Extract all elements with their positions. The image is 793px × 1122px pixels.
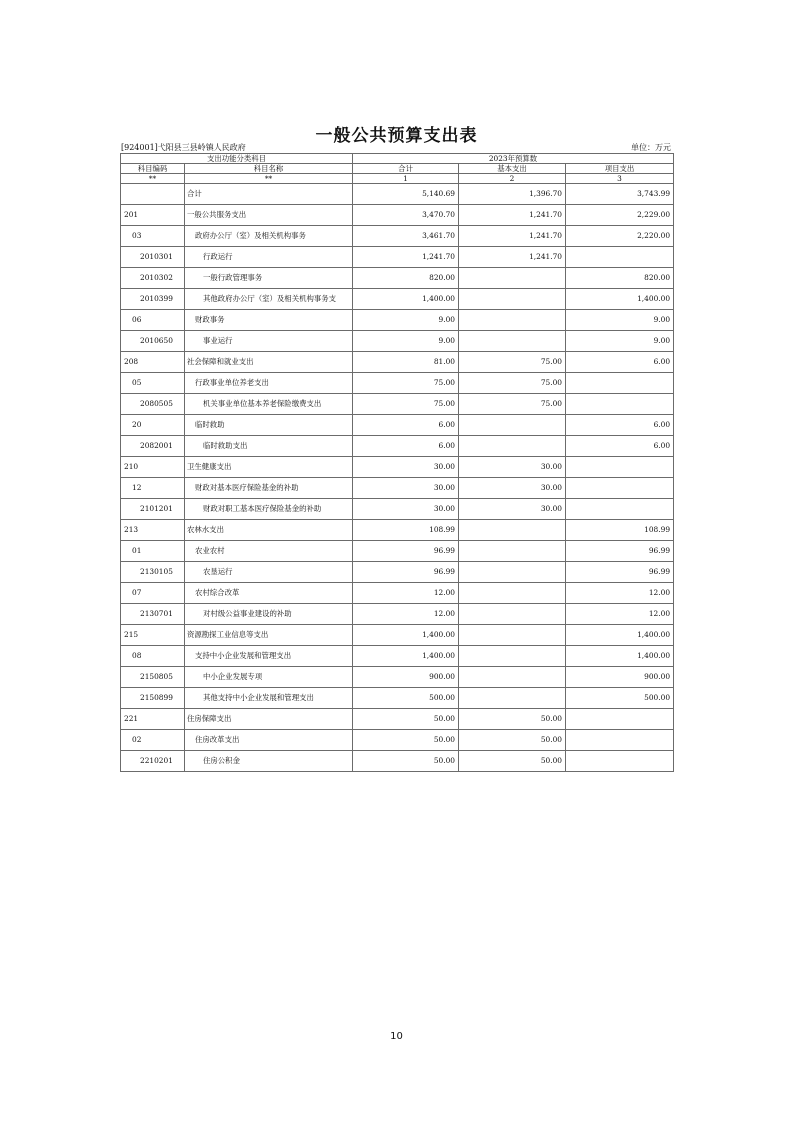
budget-table bbox=[120, 153, 674, 772]
row-basic bbox=[459, 520, 566, 541]
row-total: 6.00 bbox=[353, 415, 459, 436]
row-name: 农林水支出 bbox=[185, 520, 353, 541]
table-row bbox=[121, 205, 674, 226]
row-project: 6.00 bbox=[566, 436, 674, 457]
row-project bbox=[566, 730, 674, 751]
row-basic: 75.00 bbox=[459, 352, 566, 373]
row-name: 住房改革支出 bbox=[185, 730, 353, 751]
row-basic bbox=[459, 583, 566, 604]
table-row bbox=[121, 625, 674, 646]
row-total: 12.00 bbox=[353, 604, 459, 625]
row-name: 财政对职工基本医疗保险基金的补助 bbox=[185, 499, 353, 520]
marker-name: ** bbox=[185, 174, 353, 184]
row-basic: 50.00 bbox=[459, 709, 566, 730]
table-row bbox=[121, 436, 674, 457]
row-project bbox=[566, 373, 674, 394]
table-row-total bbox=[121, 184, 674, 205]
row-project: 500.00 bbox=[566, 688, 674, 709]
row-project: 96.99 bbox=[566, 562, 674, 583]
row-code: 2010650 bbox=[121, 331, 185, 352]
row-name: 对村级公益事业建设的补助 bbox=[185, 604, 353, 625]
row-code: 07 bbox=[121, 583, 185, 604]
row-code: 210 bbox=[121, 457, 185, 478]
row-name: 一般行政管理事务 bbox=[185, 268, 353, 289]
row-total: 30.00 bbox=[353, 478, 459, 499]
table-row bbox=[121, 604, 674, 625]
row-project: 96.99 bbox=[566, 541, 674, 562]
row-total: 1,400.00 bbox=[353, 289, 459, 310]
row-project bbox=[566, 751, 674, 772]
table-row bbox=[121, 730, 674, 751]
row-project bbox=[566, 709, 674, 730]
table-row bbox=[121, 499, 674, 520]
marker-project: 3 bbox=[566, 174, 674, 184]
row-code: 2010399 bbox=[121, 289, 185, 310]
row-name: 农垦运行 bbox=[185, 562, 353, 583]
row-project: 2,220.00 bbox=[566, 226, 674, 247]
organization-label: [924001]弋阳县三县岭镇人民政府 bbox=[121, 143, 246, 152]
table-row bbox=[121, 751, 674, 772]
row-total: 96.99 bbox=[353, 541, 459, 562]
table-row bbox=[121, 562, 674, 583]
header-group-row bbox=[121, 154, 674, 164]
header-group-budget-year: 2023年预算数 bbox=[353, 154, 674, 164]
row-name: 临时救助支出 bbox=[185, 436, 353, 457]
row-code: 2210201 bbox=[121, 751, 185, 772]
row-code: 2150805 bbox=[121, 667, 185, 688]
row-project: 1,400.00 bbox=[566, 625, 674, 646]
row-basic bbox=[459, 268, 566, 289]
row-code: 12 bbox=[121, 478, 185, 499]
row-total: 50.00 bbox=[353, 730, 459, 751]
row-total: 6.00 bbox=[353, 436, 459, 457]
table-row bbox=[121, 583, 674, 604]
table-row bbox=[121, 352, 674, 373]
row-name: 其他政府办公厅（室）及相关机构事务支 bbox=[185, 289, 353, 310]
row-total: 5,140.69 bbox=[353, 184, 459, 205]
row-total: 81.00 bbox=[353, 352, 459, 373]
row-project bbox=[566, 247, 674, 268]
header-name: 科目名称 bbox=[185, 164, 353, 174]
row-name: 农业农村 bbox=[185, 541, 353, 562]
row-code: 208 bbox=[121, 352, 185, 373]
row-code: 2010301 bbox=[121, 247, 185, 268]
row-code: 2082001 bbox=[121, 436, 185, 457]
row-project: 6.00 bbox=[566, 352, 674, 373]
row-total: 820.00 bbox=[353, 268, 459, 289]
row-code: 2010302 bbox=[121, 268, 185, 289]
row-code: 02 bbox=[121, 730, 185, 751]
header-project: 项目支出 bbox=[566, 164, 674, 174]
row-project: 12.00 bbox=[566, 583, 674, 604]
row-name: 一般公共服务支出 bbox=[185, 205, 353, 226]
table-row bbox=[121, 247, 674, 268]
row-total: 108.99 bbox=[353, 520, 459, 541]
row-code: 215 bbox=[121, 625, 185, 646]
row-name: 财政事务 bbox=[185, 310, 353, 331]
row-total: 96.99 bbox=[353, 562, 459, 583]
row-project: 108.99 bbox=[566, 520, 674, 541]
marker-total: 1 bbox=[353, 174, 459, 184]
row-code: 06 bbox=[121, 310, 185, 331]
row-code: 2150899 bbox=[121, 688, 185, 709]
row-total: 30.00 bbox=[353, 499, 459, 520]
row-code: 08 bbox=[121, 646, 185, 667]
row-name: 机关事业单位基本养老保险缴费支出 bbox=[185, 394, 353, 415]
marker-basic: 2 bbox=[459, 174, 566, 184]
table-row bbox=[121, 520, 674, 541]
row-total: 3,470.70 bbox=[353, 205, 459, 226]
row-basic bbox=[459, 331, 566, 352]
row-basic: 30.00 bbox=[459, 499, 566, 520]
row-name: 支持中小企业发展和管理支出 bbox=[185, 646, 353, 667]
row-code: 201 bbox=[121, 205, 185, 226]
row-name: 农村综合改革 bbox=[185, 583, 353, 604]
row-name: 中小企业发展专项 bbox=[185, 667, 353, 688]
row-basic bbox=[459, 415, 566, 436]
row-total: 30.00 bbox=[353, 457, 459, 478]
row-project: 900.00 bbox=[566, 667, 674, 688]
row-basic bbox=[459, 625, 566, 646]
row-basic: 50.00 bbox=[459, 751, 566, 772]
row-basic bbox=[459, 688, 566, 709]
row-project: 3,743.99 bbox=[566, 184, 674, 205]
table-row bbox=[121, 457, 674, 478]
row-basic bbox=[459, 604, 566, 625]
row-total: 50.00 bbox=[353, 751, 459, 772]
marker-code: ** bbox=[121, 174, 185, 184]
header-column-row bbox=[121, 164, 674, 174]
table-row bbox=[121, 646, 674, 667]
row-project bbox=[566, 478, 674, 499]
table-row bbox=[121, 226, 674, 247]
row-code: 2130701 bbox=[121, 604, 185, 625]
row-name: 住房保障支出 bbox=[185, 709, 353, 730]
row-project: 9.00 bbox=[566, 331, 674, 352]
row-basic: 75.00 bbox=[459, 394, 566, 415]
row-total: 9.00 bbox=[353, 310, 459, 331]
row-project: 9.00 bbox=[566, 310, 674, 331]
table-row bbox=[121, 415, 674, 436]
row-project bbox=[566, 394, 674, 415]
table-row bbox=[121, 310, 674, 331]
table-body bbox=[121, 184, 674, 772]
row-code: 2080505 bbox=[121, 394, 185, 415]
row-name: 住房公积金 bbox=[185, 751, 353, 772]
row-basic bbox=[459, 436, 566, 457]
row-total: 900.00 bbox=[353, 667, 459, 688]
row-name: 卫生健康支出 bbox=[185, 457, 353, 478]
row-total: 12.00 bbox=[353, 583, 459, 604]
header-marker-row bbox=[121, 174, 674, 184]
unit-label: 单位：万元 bbox=[631, 143, 671, 152]
table-row bbox=[121, 667, 674, 688]
table-row bbox=[121, 394, 674, 415]
row-name: 其他支持中小企业发展和管理支出 bbox=[185, 688, 353, 709]
row-name: 政府办公厅（室）及相关机构事务 bbox=[185, 226, 353, 247]
header-total: 合计 bbox=[353, 164, 459, 174]
row-basic bbox=[459, 562, 566, 583]
table-row bbox=[121, 478, 674, 499]
row-basic bbox=[459, 667, 566, 688]
row-total: 75.00 bbox=[353, 394, 459, 415]
row-total: 500.00 bbox=[353, 688, 459, 709]
row-total: 1,400.00 bbox=[353, 646, 459, 667]
page-number: 10 bbox=[390, 1031, 403, 1042]
row-total: 50.00 bbox=[353, 709, 459, 730]
table-row bbox=[121, 688, 674, 709]
table-row bbox=[121, 541, 674, 562]
row-basic: 30.00 bbox=[459, 457, 566, 478]
row-code: 05 bbox=[121, 373, 185, 394]
row-basic bbox=[459, 289, 566, 310]
header-code: 科目编码 bbox=[121, 164, 185, 174]
row-code: 221 bbox=[121, 709, 185, 730]
row-basic: 1,241.70 bbox=[459, 205, 566, 226]
row-total: 3,461.70 bbox=[353, 226, 459, 247]
row-code: 2101201 bbox=[121, 499, 185, 520]
row-project: 6.00 bbox=[566, 415, 674, 436]
row-name: 社会保障和就业支出 bbox=[185, 352, 353, 373]
row-project: 1,400.00 bbox=[566, 646, 674, 667]
row-project: 2,229.00 bbox=[566, 205, 674, 226]
row-basic bbox=[459, 541, 566, 562]
row-total: 75.00 bbox=[353, 373, 459, 394]
row-basic: 50.00 bbox=[459, 730, 566, 751]
row-code bbox=[121, 184, 185, 205]
header-basic: 基本支出 bbox=[459, 164, 566, 174]
row-basic: 1,241.70 bbox=[459, 226, 566, 247]
row-project: 820.00 bbox=[566, 268, 674, 289]
row-code: 20 bbox=[121, 415, 185, 436]
table-row bbox=[121, 331, 674, 352]
row-project bbox=[566, 499, 674, 520]
row-total: 1,400.00 bbox=[353, 625, 459, 646]
row-code: 03 bbox=[121, 226, 185, 247]
table-row bbox=[121, 709, 674, 730]
table-row bbox=[121, 373, 674, 394]
header-group-classification: 支出功能分类科目 bbox=[121, 154, 353, 164]
row-basic: 1,396.70 bbox=[459, 184, 566, 205]
table-row bbox=[121, 289, 674, 310]
page-title: 一般公共预算支出表 bbox=[315, 126, 478, 146]
row-total: 1,241.70 bbox=[353, 247, 459, 268]
row-code: 213 bbox=[121, 520, 185, 541]
row-code: 01 bbox=[121, 541, 185, 562]
row-name: 行政事业单位养老支出 bbox=[185, 373, 353, 394]
row-project: 12.00 bbox=[566, 604, 674, 625]
row-total: 9.00 bbox=[353, 331, 459, 352]
row-project bbox=[566, 457, 674, 478]
row-project: 1,400.00 bbox=[566, 289, 674, 310]
row-name: 资源勘探工业信息等支出 bbox=[185, 625, 353, 646]
table-row bbox=[121, 268, 674, 289]
row-basic bbox=[459, 310, 566, 331]
row-name: 合计 bbox=[185, 184, 353, 205]
row-name: 临时救助 bbox=[185, 415, 353, 436]
row-name: 财政对基本医疗保险基金的补助 bbox=[185, 478, 353, 499]
row-basic: 30.00 bbox=[459, 478, 566, 499]
row-basic: 75.00 bbox=[459, 373, 566, 394]
row-name: 事业运行 bbox=[185, 331, 353, 352]
row-name: 行政运行 bbox=[185, 247, 353, 268]
row-basic: 1,241.70 bbox=[459, 247, 566, 268]
row-basic bbox=[459, 646, 566, 667]
row-code: 2130105 bbox=[121, 562, 185, 583]
